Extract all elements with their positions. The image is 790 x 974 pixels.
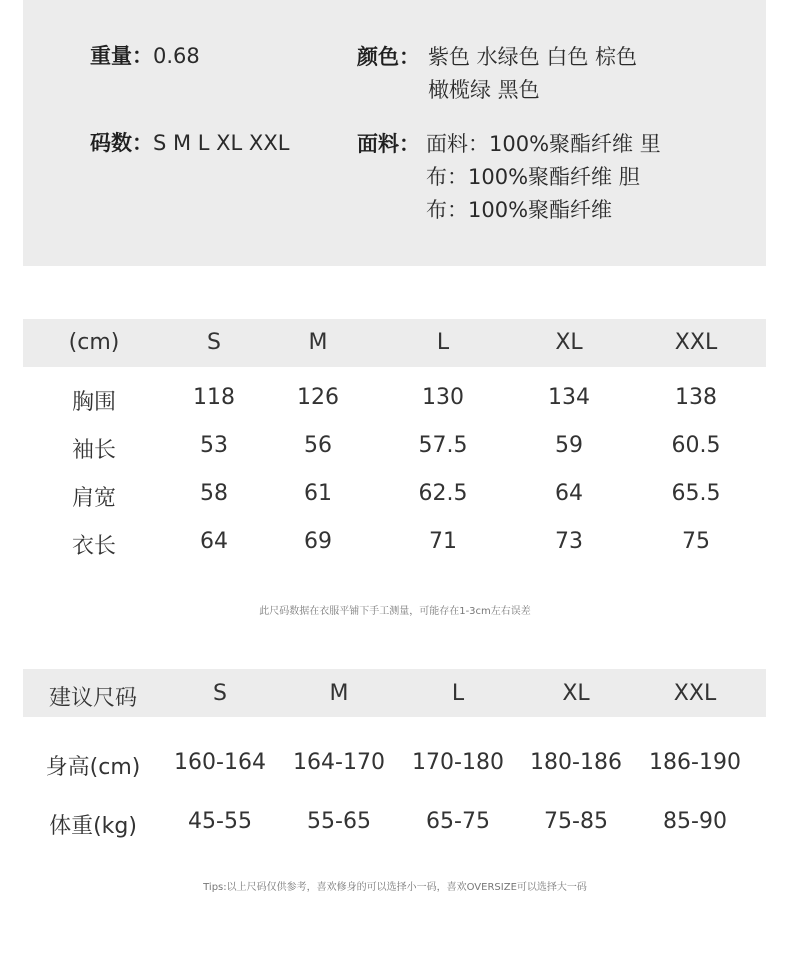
weight-value: 0.68 [153,44,200,68]
recommend-header-cell: XL [562,681,590,706]
measure-note: 此尺码数据在衣服平铺下手工测量，可能存在1-3cm左右误差 [259,606,531,617]
sizes-value: S M L XL XXL [153,131,290,155]
recommend-cell: 85-90 [663,809,727,834]
measure-row-label: 胸围 [71,390,117,415]
measure-cell: 53 [200,433,228,458]
measure-row-label: 肩宽 [71,486,117,511]
measure-row-label: 袖长 [71,438,117,463]
color-label: 颜色： [357,45,420,69]
recommend-cell: 45-55 [188,809,252,834]
recommend-cell: 160-164 [174,750,266,775]
recommend-header-cell: XXL [673,681,717,706]
measure-cell: 138 [675,385,717,410]
recommend-cell: 65-75 [426,809,490,834]
recommend-note: Tips:以上尺码仅供参考，喜欢修身的可以选择小一码，喜欢OVERSIZE可以选择大一码 [203,882,587,893]
measure-cell: 64 [200,529,228,554]
measure-cell: 69 [304,529,332,554]
measure-cell: 134 [548,385,590,410]
weight-label: 重量： [90,44,153,68]
measure-header-cell: XL [555,330,583,355]
measure-cell: 59 [555,433,583,458]
recommend-cell: 164-170 [293,750,385,775]
measure-header-cell: S [207,330,221,355]
sizes-field [90,127,289,159]
fabric-values [426,128,661,227]
fabric-line: 布：100%聚酯纤维 [426,198,613,222]
measure-cell: 62.5 [418,481,468,506]
color-line: 紫色 水绿色 白色 棕色 [428,45,638,69]
color-line: 橄榄绿 黑色 [428,78,540,102]
measure-header-cell: L [436,330,450,355]
color-values [428,41,637,107]
recommend-cell: 186-190 [649,750,741,775]
measure-cell: 57.5 [418,433,468,458]
fabric-line: 布：100%聚酯纤维 胆 [426,165,640,189]
measure-table-header [23,319,766,367]
recommend-row-label: 身高(cm) [45,755,141,780]
measure-cell: 73 [555,529,583,554]
measure-header-cell: (cm) [68,330,120,355]
fabric-label: 面料： [357,132,420,156]
measure-cell: 118 [193,385,235,410]
measure-cell: 56 [304,433,332,458]
sizes-label: 码数： [90,131,153,155]
recommend-header-cell: S [213,681,227,706]
recommend-cell: 55-65 [307,809,371,834]
measure-header-cell: XXL [674,330,718,355]
recommend-cell: 180-186 [530,750,622,775]
recommend-row-label: 体重(kg) [49,814,137,839]
measure-cell: 61 [304,481,332,506]
measure-row-label: 衣长 [71,534,117,559]
measure-cell: 130 [422,385,464,410]
measure-cell: 58 [200,481,228,506]
measure-cell: 64 [555,481,583,506]
recommend-cell: 75-85 [544,809,608,834]
recommend-header-cell: L [451,681,465,706]
weight-field [90,40,200,72]
measure-cell: 60.5 [671,433,721,458]
recommend-header-cell: 建议尺码 [48,686,138,711]
measure-cell: 65.5 [671,481,721,506]
measure-header-cell: M [308,330,328,355]
fabric-line: 面料：100%聚酯纤维 里 [426,132,661,156]
measure-cell: 75 [682,529,710,554]
recommend-header-cell: M [329,681,349,706]
measure-cell: 71 [429,529,457,554]
recommend-cell: 170-180 [412,750,504,775]
measure-cell: 126 [297,385,339,410]
